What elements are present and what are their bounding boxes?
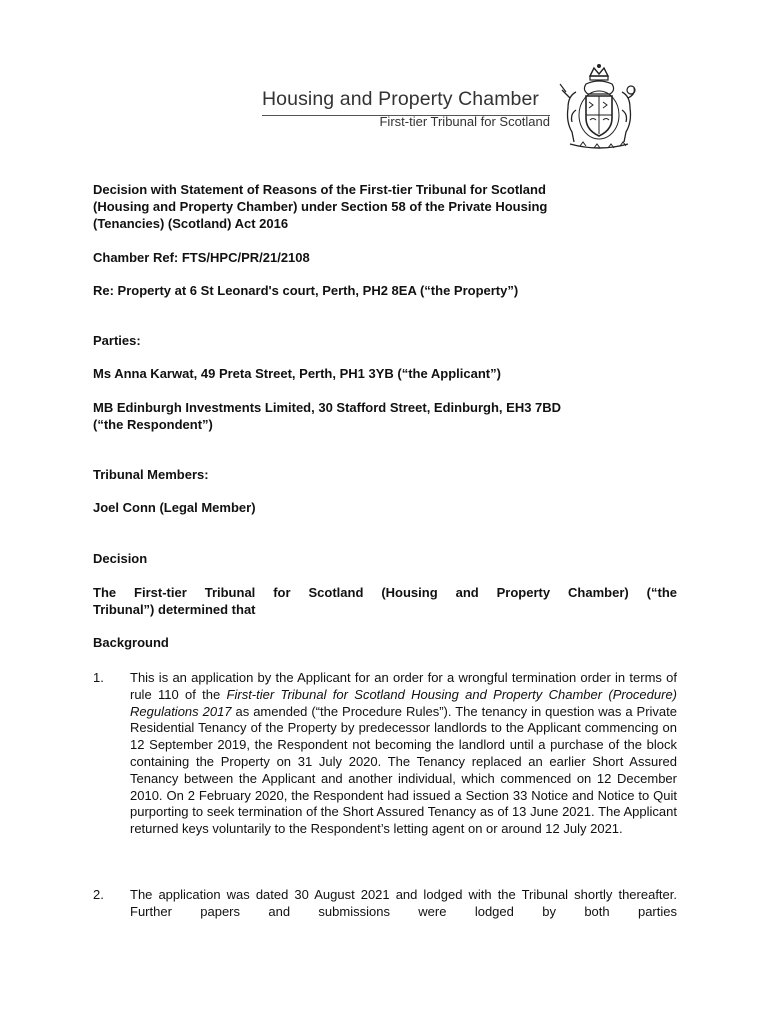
decision-text [93,585,677,619]
paragraph-1-text [130,670,677,838]
paragraph-1-text-a: This is an application by the Applicant for an order for a wrongful termination order in terms of rule 110 of the [130,670,677,702]
heading-line-2: (Housing and Property Chamber) under Section 58 of the Private Housing [93,198,548,214]
parties-label: Parties: [93,333,141,348]
chamber-header [262,88,552,129]
paragraph-2 [93,887,677,921]
respondent-block [93,400,677,434]
decision-heading [93,182,677,232]
chamber-ref: Chamber Ref: FTS/HPC/PR/21/2108 [93,250,310,265]
applicant-line: Ms Anna Karwat, 49 Preta Street, Perth, PH1 3YB (“the Applicant”) [93,366,501,381]
tribunal-members-label: Tribunal Members: [93,467,209,482]
paragraph-1-italic: First-tier Tribunal for Scotland Housing and Property Chamber (Procedure) Regulations 2017 [130,686,677,719]
paragraph-2-text: The application was dated 30 August 2021 and lodged with the Tribunal shortly thereafter. Further papers and submissions were lodged by both parties [130,887,677,919]
decision-line-1: The First-tier Tribunal for Scotland (Housing and Property Chamber) (“the [93,585,677,600]
heading-line-1: Decision with Statement of Reasons of the First-tier Tribunal for Scotland [93,182,546,197]
tribunal-member: Joel Conn (Legal Member) [93,500,256,515]
property-ref: Re: Property at 6 St Leonard's court, Perth, PH2 8EA (“the Property”) [93,283,519,298]
paragraph-1 [93,670,677,838]
background-label: Background [93,635,169,650]
decision-label: Decision [93,551,148,566]
paragraph-2-number: 2. [93,887,104,902]
respondent-line-2: (“the Respondent”) [93,416,213,432]
paragraph-1-number: 1. [93,670,104,685]
respondent-line-1: MB Edinburgh Investments Limited, 30 Stafford Street, Edinburgh, EH3 7BD [93,400,562,415]
royal-coat-of-arms-icon [556,62,642,154]
chamber-subtitle: First-tier Tribunal for Scotland [379,114,550,129]
paragraph-1-text-b: as amended (“the Procedure Rules”). The tenancy in question was a Private Residential Tenancy of the Property by predecessor landlords to the Applicant commencing on 12 September 2019, the Respondent not becoming the landlord until a purchase of the block containing the Property on 31 July 2020. The Tenancy replaced an earlier Short Assured Tenancy between the Applicant and another individual, which commenced on 12 December 2010. On 2 February 2020, the Respondent had issued a Section 33 Notice and Notice to Quit purporting to seek termination of the Short Assured Tenancy as of 13 June 2021. The Applicant returned keys voluntarily to the Respondent’s letting agent on or around 12 July 2021. [130,703,677,837]
heading-line-3: (Tenancies) (Scotland) Act 2016 [93,215,289,231]
decision-line-2: Tribunal”) determined that [93,601,256,617]
chamber-title: Housing and Property Chamber [262,88,540,110]
